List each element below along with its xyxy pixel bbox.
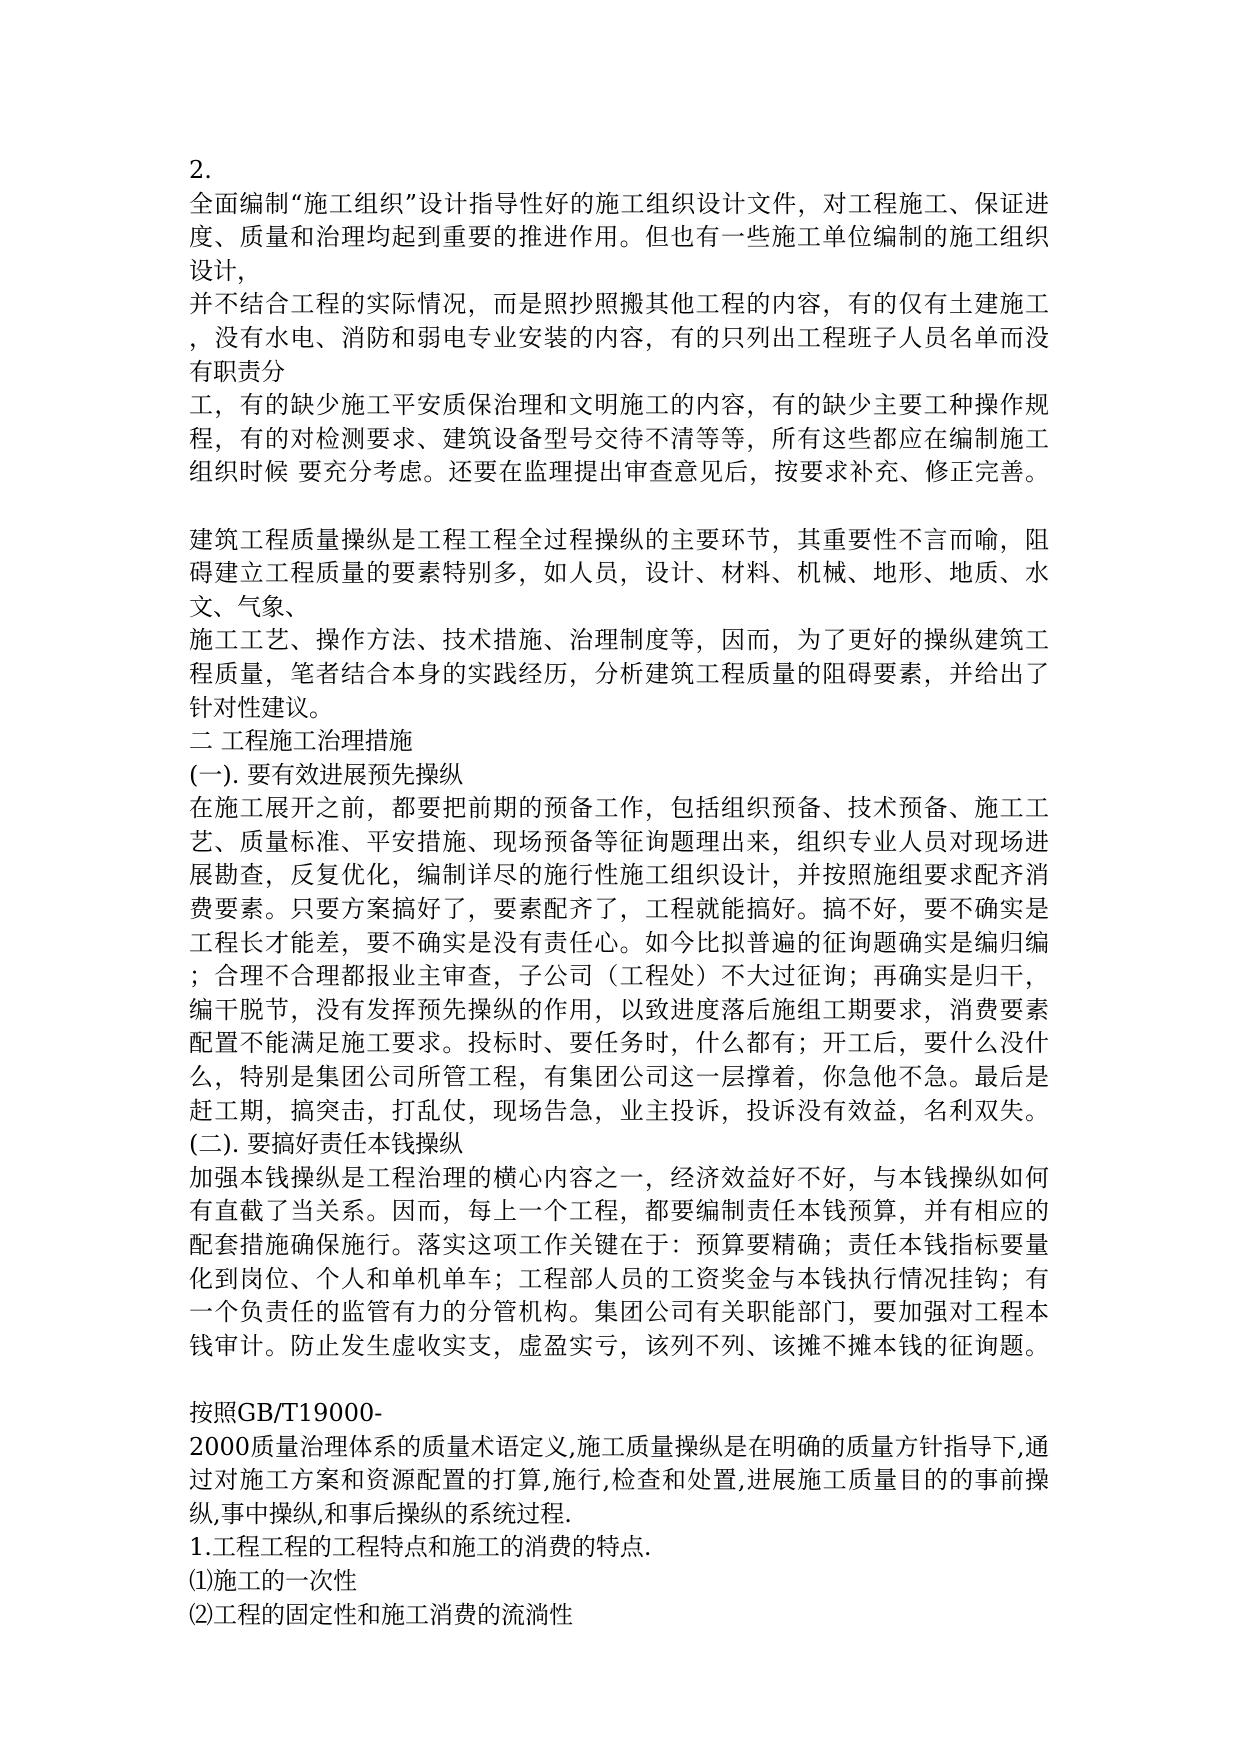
- text-line: 并不结合工程的实际情况，而是照抄照搬其他工程的内容，有的仅有土建施工: [189, 290, 1049, 319]
- text-line: 纵,事中操纵,和事后操纵的系统过程.: [189, 1499, 572, 1528]
- document-body: [189, 154, 1049, 1632]
- text-line: 赶工期，搞突击，打乱仗，现场告急，业主投诉，投诉没有效益，名利双失。: [189, 1096, 1049, 1125]
- text-line: 在施工展开之前，都要把前期的预备工作，包括组织预备、技术预备、施工工: [189, 794, 1049, 823]
- text-line: 组织时候 要充分考虑。还要在监理提出审查意见后，按要求补充、修正完善。: [189, 458, 1049, 487]
- text-line: 施工工艺、操作方法、技术措施、治理制度等，因而，为了更好的操纵建筑工: [189, 626, 1049, 655]
- list-item: ⑴施工的一次性: [189, 1566, 357, 1595]
- text-line: 钱审计。防止发生虚收实支，虚盈实亏，该列不列、该摊不摊本钱的征询题。: [189, 1331, 1049, 1360]
- text-line: 碍建立工程质量的要素特别多，如人员，设计、材料、机械、地形、地质、水: [189, 559, 1049, 588]
- text-line: 化到岗位、个人和单机单车；工程部人员的工资奖金与本钱执行情况挂钩；有: [189, 1264, 1049, 1293]
- text-line: 么，特别是集团公司所管工程，有集团公司这一层撑着，你急他不急。最后是: [189, 1063, 1049, 1092]
- text-line: 工，有的缺少施工平安质保治理和文明施工的内容，有的缺少主要工种操作规: [189, 391, 1049, 420]
- text-line: 针对性建议。: [189, 693, 333, 722]
- text-line: 编干脱节，没有发挥预先操纵的作用，以致进度落后施组工期要求，消费要素: [189, 995, 1049, 1024]
- text-line: 文、气象、: [189, 592, 309, 621]
- text-line: 过对施工方案和资源配置的打算,施行,检查和处置,进展施工质量目的的事前操: [189, 1466, 1049, 1495]
- list-item: ⑵工程的固定性和施工消费的流淌性: [189, 1600, 573, 1629]
- list-heading: 1.工程工程的工程特点和施工的消费的特点.: [189, 1533, 652, 1562]
- paragraph-gap: [189, 1363, 1049, 1397]
- text-line: 程，有的对检测要求、建筑设备型号交待不清等等，所有这些都应在编制施工: [189, 424, 1049, 453]
- section-number: 2.: [189, 156, 212, 184]
- section-heading: 二 工程施工治理措施: [189, 727, 413, 756]
- text-line: 全面编制“施工组织”设计指导性好的施工组织设计文件，对工程施工、保证进: [189, 189, 1049, 218]
- text-line: ；合理不合理都报业主审查，子公司（工程处）不大过征询；再确实是归干，: [189, 962, 1049, 991]
- text-line: 工程长才能差，要不确实是没有责任心。如今比拟普遍的征询题确实是编归编: [189, 928, 1049, 957]
- text-line: 设计，: [189, 256, 261, 285]
- text-line: 一个负责任的监管有力的分管机构。集团公司有关职能部门，要加强对工程本: [189, 1298, 1049, 1327]
- text-line: 度、质量和治理均起到重要的推进作用。但也有一些施工单位编制的施工组织: [189, 223, 1049, 252]
- text-line: 程质量，笔者结合本身的实践经历，分析建筑工程质量的阻碍要素，并给出了: [189, 659, 1049, 688]
- subsection-heading: (一). 要有效进展预先操纵: [189, 760, 463, 789]
- text-line: 有职责分: [189, 357, 285, 386]
- text-line: 费要素。只要方案搞好了，要素配齐了，工程就能搞好。搞不好，要不确实是: [189, 895, 1049, 924]
- subsection-heading: (二). 要搞好责任本钱操纵: [189, 1130, 463, 1159]
- paragraph-gap: [189, 490, 1049, 524]
- text-line: 艺、质量标准、平安措施、现场预备等征询题理出来，组织专业人员对现场进: [189, 827, 1049, 856]
- text-line: 配套措施确保施行。落实这项工作关键在于：预算要精确；责任本钱指标要量: [189, 1231, 1049, 1259]
- text-line: 按照GB/T19000-: [189, 1398, 383, 1427]
- text-line: 有直截了当关系。因而，每上一个工程，都要编制责任本钱预算，并有相应的: [189, 1197, 1049, 1226]
- text-line: 展勘查，反复优化，编制详尽的施行性施工组织设计，并按照施组要求配齐消: [189, 861, 1049, 890]
- text-line: 2000质量治理体系的质量术语定义,施工质量操纵是在明确的质量方针指导下,通: [189, 1432, 1049, 1461]
- text-line: ，没有水电、消防和弱电专业安装的内容，有的只列出工程班子人员名单而没: [189, 323, 1049, 352]
- text-line: 建筑工程质量操纵是工程工程全过程操纵的主要环节，其重要性不言而喻，阻: [189, 525, 1049, 554]
- text-line: 配置不能满足施工要求。投标时、要任务时，什么都有；开工后，要什么没什: [189, 1029, 1049, 1058]
- text-line: 加强本钱操纵是工程治理的横心内容之一，经济效益好不好，与本钱操纵如何: [189, 1163, 1049, 1192]
